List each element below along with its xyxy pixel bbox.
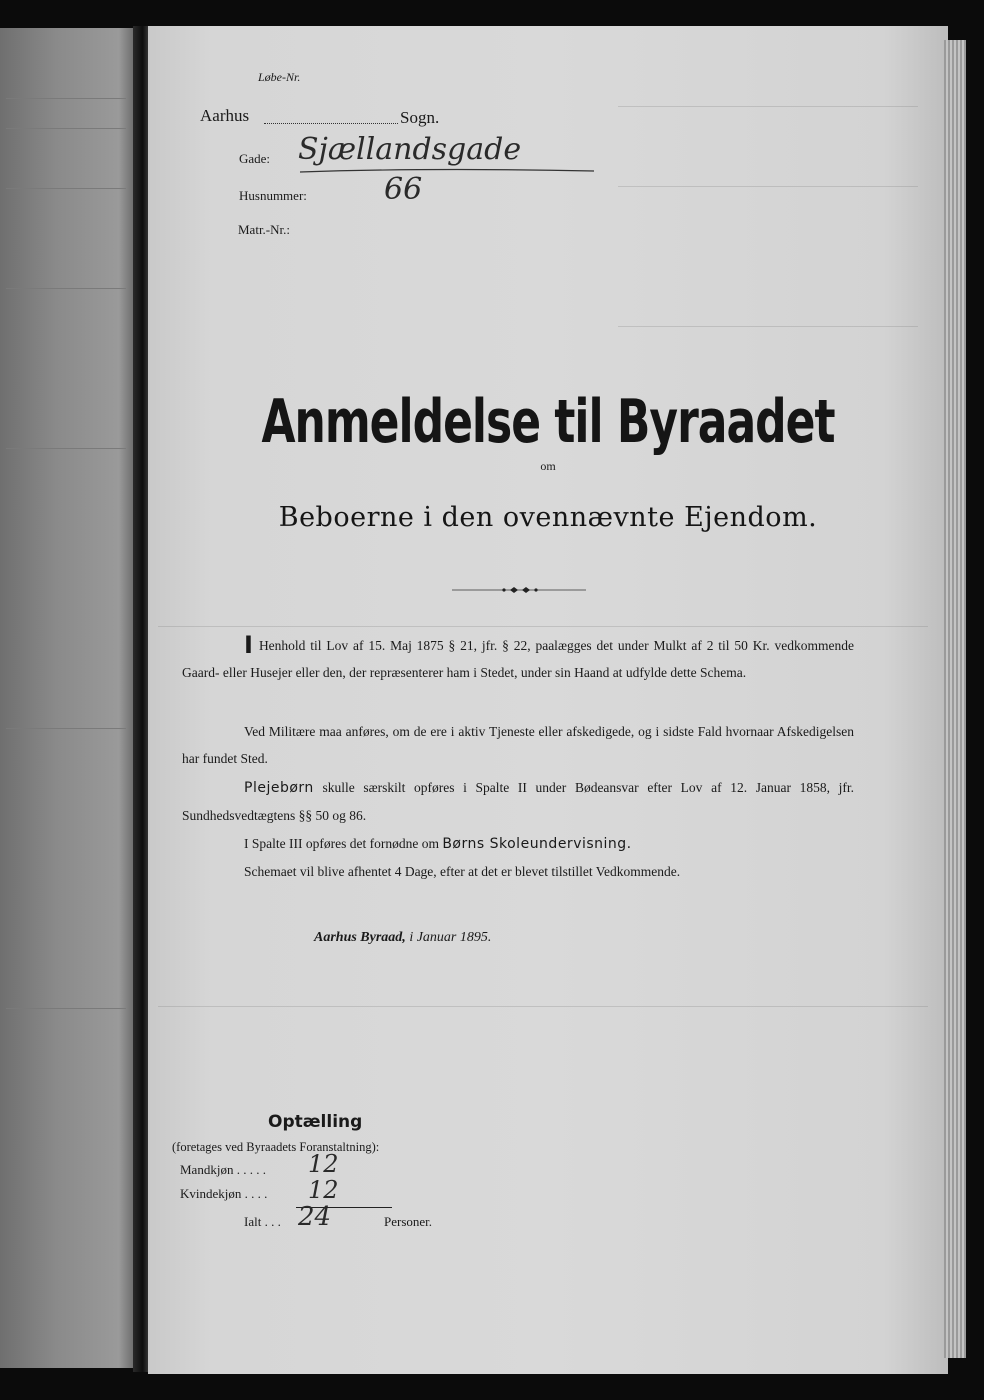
gade-handwritten-value: Sjællandsgade bbox=[298, 132, 522, 167]
page-stack-edge bbox=[944, 40, 966, 1358]
drop-initial: I bbox=[244, 631, 253, 659]
lobe-nr-label: Løbe-Nr. bbox=[258, 70, 301, 84]
female-count-value: 12 bbox=[308, 1176, 339, 1204]
foster-children-lead: Plejebørn bbox=[244, 780, 314, 796]
total-count-row: Ialt . . . bbox=[244, 1214, 281, 1229]
paragraph-foster-children bbox=[182, 774, 854, 829]
female-label: Kvindekjøn bbox=[180, 1186, 242, 1201]
count-title: Optælling bbox=[268, 1112, 363, 1132]
parish-city: Aarhus bbox=[200, 106, 250, 125]
paragraph-collection: Schemaet vil blive afhentet 4 Dage, efter at det er blevet tilstillet Vedkommende. bbox=[244, 864, 681, 879]
signature-council: Aarhus Byraad, bbox=[314, 930, 406, 945]
total-count-value: 24 bbox=[298, 1202, 332, 1232]
total-label: Ialt bbox=[244, 1214, 262, 1229]
document-page bbox=[148, 26, 948, 1374]
male-label: Mandkjøn bbox=[180, 1162, 234, 1177]
signature-date: i Januar 1895. bbox=[409, 930, 492, 945]
paragraph-schooling bbox=[244, 830, 864, 858]
paragraph-military: Ved Militære maa anføres, om de ere i aktiv Tjeneste eller afskedigede, og i sidste Fald hvornaar Afskedigelsen har fundet Sted. bbox=[182, 724, 854, 766]
schooling-text: I Spalte III opføres det fornødne om bbox=[244, 836, 439, 851]
page-subtitle: Beboerne i den ovennævnte Ejendom. bbox=[278, 502, 818, 533]
male-count-row: Mandkjøn . . . . . bbox=[180, 1162, 266, 1177]
paragraph-law-reference bbox=[182, 632, 854, 686]
male-count-value: 12 bbox=[308, 1150, 339, 1178]
female-count-row: Kvindekjøn . . . . bbox=[180, 1186, 268, 1201]
paragraph-law-text: Henhold til Lov af 15. Maj 1875 § 21, jfr. § 22, paalægges det under Mulkt af 2 til 50 Kr. vedkommende Gaard- eller Husejer eller den, der repræsenterer ham i Stedet, under sin Haand at udfylde dette Schema. bbox=[182, 638, 854, 680]
signature-line bbox=[314, 930, 491, 946]
ornamental-divider bbox=[452, 586, 586, 594]
page-title: Anmeldelse til Byraadet bbox=[261, 388, 835, 457]
schooling-emphasis: Børns Skoleundervisning. bbox=[442, 836, 632, 852]
persons-label: Personer. bbox=[384, 1214, 433, 1229]
gade-underline bbox=[298, 168, 598, 174]
count-subtitle: (foretages ved Byraadets Foranstaltning): bbox=[172, 1140, 380, 1154]
husnummer-handwritten-value: 66 bbox=[384, 172, 423, 207]
husnummer-label: Husnummer: bbox=[239, 188, 307, 203]
matr-nr-label: Matr.-Nr.: bbox=[238, 222, 290, 237]
gade-label: Gade: bbox=[239, 151, 271, 166]
parish-dotted-line bbox=[264, 123, 398, 124]
book-spine bbox=[133, 26, 149, 1372]
parish-suffix: Sogn. bbox=[400, 108, 440, 127]
title-connector: om bbox=[540, 459, 556, 473]
foster-children-text: skulle særskilt opføres i Spalte II under Bødeansvar efter Lov af 12. Januar 1858, jfr. Sundhedsvedtægtens §§ 50 og 86. bbox=[182, 780, 855, 823]
facing-left-page bbox=[0, 28, 140, 1368]
